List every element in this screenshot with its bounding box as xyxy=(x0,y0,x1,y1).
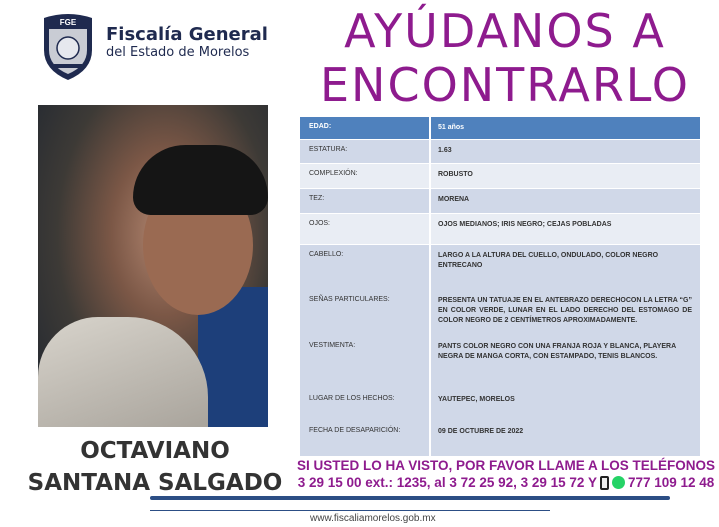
value: OJOS MEDIANOS; IRIS NEGRO; CEJAS POBLADAS xyxy=(438,221,612,228)
svg-text:FGE: FGE xyxy=(59,18,77,27)
row-edad xyxy=(300,117,700,139)
row-lugar xyxy=(300,389,700,421)
label: TEZ: xyxy=(300,189,431,213)
label: OJOS: xyxy=(300,214,431,244)
call-to-action: SI USTED LO HA VISTO, POR FAVOR LLAME A LOS TELÉFONOS xyxy=(296,458,716,473)
value: 1.63 xyxy=(438,147,452,154)
label: SEÑAS PARTICULARES: xyxy=(300,290,431,336)
row-tez xyxy=(300,188,700,213)
value: 51 años xyxy=(438,124,465,131)
label: CABELLO: xyxy=(300,245,431,290)
row-estatura xyxy=(300,139,700,163)
whatsapp-icon xyxy=(612,476,625,489)
value: 09 DE OCTUBRE DE 2022 xyxy=(438,428,524,435)
value: PANTS COLOR NEGRO CON UNA FRANJA ROJA Y BLANCA, PLAYERA NEGRA DE MANGA CORTA, CON ESTAMPADO, TENIS BLANCOS. xyxy=(438,343,676,360)
person-last-name: SANTANA SALGADO xyxy=(27,470,283,496)
description-table xyxy=(300,117,700,456)
value: YAUTEPEC, MORELOS xyxy=(438,396,515,403)
label: FECHA DE DESAPARICIÓN: xyxy=(300,421,431,456)
title-line-2: ENCONTRARLO xyxy=(319,58,691,112)
org-name: Fiscalía General xyxy=(106,24,268,45)
fge-badge-logo xyxy=(40,12,96,82)
org-subtitle: del Estado de Morelos xyxy=(106,45,250,60)
row-vestimenta xyxy=(300,336,700,389)
label: EDAD: xyxy=(300,117,431,139)
person-first-name: OCTAVIANO xyxy=(80,438,230,464)
title-line-1: AYÚDANOS A xyxy=(344,4,666,58)
row-fecha xyxy=(300,421,700,456)
value: ROBUSTO xyxy=(438,171,473,178)
row-ojos xyxy=(300,213,700,244)
row-complexion xyxy=(300,163,700,188)
label: COMPLEXIÓN: xyxy=(300,164,431,188)
mobile-phone-icon xyxy=(600,476,609,490)
divider-thin xyxy=(150,510,550,511)
row-senas xyxy=(300,290,700,336)
row-cabello xyxy=(300,244,700,290)
phone-numbers xyxy=(296,475,716,490)
label: ESTATURA: xyxy=(300,140,431,163)
phone-list: 3 29 15 00 ext.: 1235, al 3 72 25 92, 3 29 15 72 Y xyxy=(297,475,597,490)
value: MORENA xyxy=(438,196,470,203)
label: VESTIMENTA: xyxy=(300,336,431,389)
label: LUGAR DE LOS HECHOS: xyxy=(300,389,431,421)
person-photo xyxy=(38,105,268,427)
divider xyxy=(150,496,670,500)
whatsapp-number: 777 109 12 48 xyxy=(627,475,715,490)
value: LARGO A LA ALTURA DEL CUELLO, ONDULADO, COLOR NEGRO ENTRECANO xyxy=(438,252,659,269)
value: PRESENTA UN TATUAJE EN EL ANTEBRAZO DERECHOCON LA LETRA “G” EN COLOR VERDE, LUNAR EN EL LADO DERECHO DEL ESTOMAGO DE COLOR NEGRO DE 2 CENTÍMETROS APROXIMADAMENTE. xyxy=(438,297,692,324)
website-link[interactable]: www.fiscaliamorelos.gob.mx xyxy=(310,513,436,524)
